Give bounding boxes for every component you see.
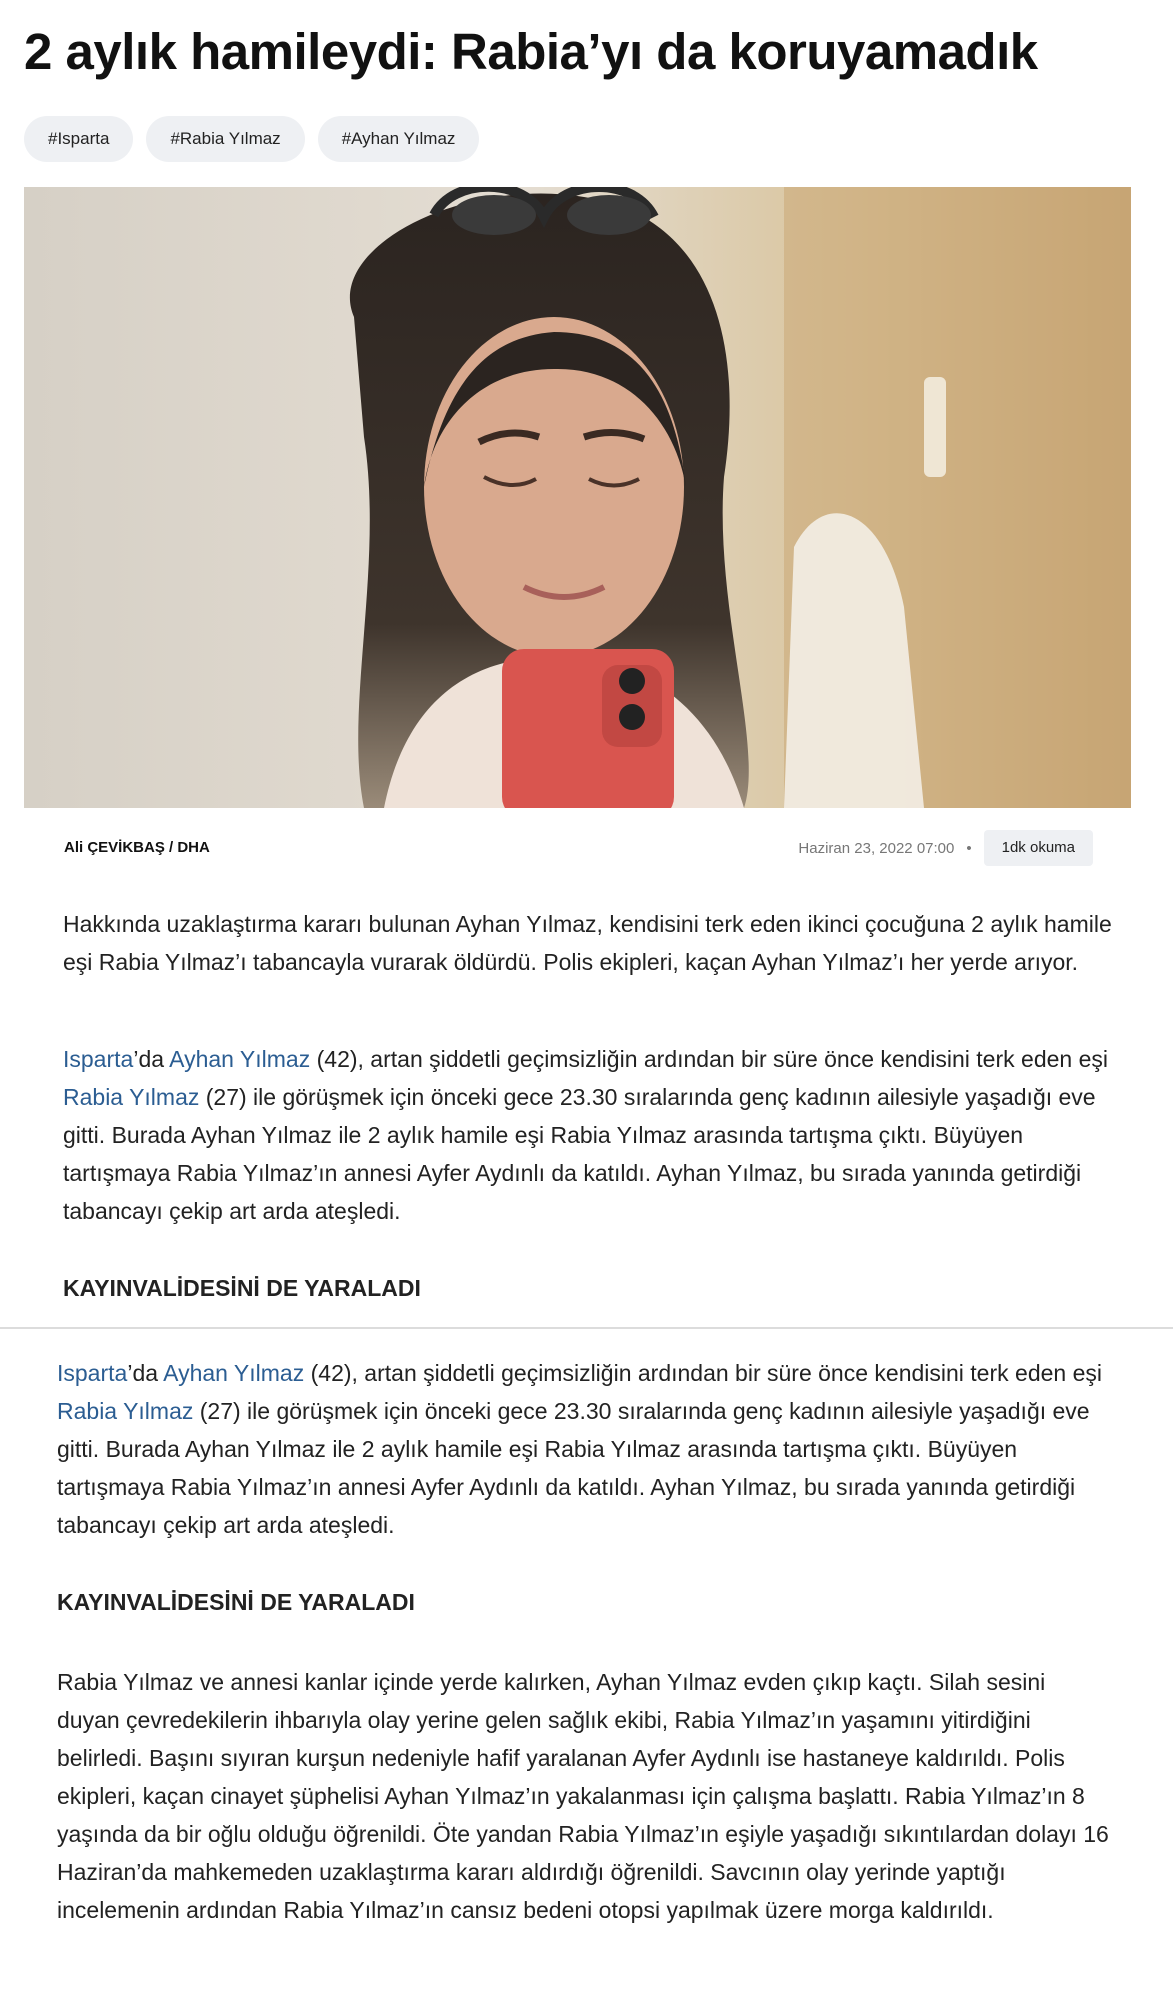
paragraph-text: (42), artan şiddetli geçimsizliğin ardından bir süre önce kendisini terk eden eşi	[304, 1360, 1102, 1386]
tag-isparta[interactable]: #Isparta	[24, 116, 133, 162]
paragraph-text: (27) ile görüşmek için önceki gece 23.30 sıralarında genç kadının ailesiyle yaşadığı eve gitti. Burada Ayhan Yılmaz ile 2 aylık hamile eşi Rabia Yılmaz arasında tartışma çıktı. Büyüyen tartışmaya Rabia Yılmaz’ın annesi Ayfer Aydınlı da katıldı. Ayhan Yılmaz, bu sırada yanında getirdiği tabancayı çekip art arda ateşledi.	[57, 1398, 1090, 1538]
paragraph-text: ’da	[133, 1046, 170, 1072]
article-meta	[64, 828, 1093, 868]
link-rabia-yilmaz[interactable]: Rabia Yılmaz	[63, 1084, 200, 1110]
article-paragraph-3: Rabia Yılmaz ve annesi kanlar içinde yerde kalırken, Ayhan Yılmaz evden çıkıp kaçtı. Silah sesini duyan çevredekilerin ihbarıyla olay yerine gelen sağlık ekibi, Rabia Yılmaz’ın yaşamını yitirdiğini belirledi. Başını sıyıran kurşun nedeniyle hafif yaralanan Ayfer Aydınlı ise hastaneye kaldırıldı. Polis ekipleri, kaçan cinayet şüphelisi Ayhan Yılmaz’ın yakalanması için çalışma başlattı. Rabia Yılmaz’ın 8 yaşında da bir oğlu olduğu öğrenildi. Öte yandan Rabia Yılmaz’ın eşiyle yaşadığı sıkıntılardan dolayı 16 Haziran’da mahkemeden uzaklaştırma kararı aldırdığı öğrenildi. Savcının olay yerinde yaptığı incelemenin ardından Rabia Yılmaz’ın cansız bedeni otopsi yapılmak üzere morga kaldırıldı.	[57, 1669, 1109, 1923]
author-name[interactable]: Ali ÇEVİKBAŞ / DHA	[64, 839, 210, 856]
publish-date: Haziran 23, 2022 07:00	[798, 839, 955, 857]
section-heading-2: KAYINVALİDESİNİ DE YARALADI	[57, 1589, 415, 1615]
read-time-badge: 1dk okuma	[984, 830, 1093, 866]
hero-image	[24, 187, 1131, 808]
link-rabia-yilmaz[interactable]: Rabia Yılmaz	[57, 1398, 194, 1424]
tag-list	[24, 116, 479, 162]
article-paragraph-2	[57, 1354, 1113, 1544]
link-isparta[interactable]: Isparta	[63, 1046, 134, 1072]
paragraph-text: (27) ile görüşmek için önceki gece 23.30 sıralarında genç kadının ailesiyle yaşadığı eve gitti. Burada Ayhan Yılmaz ile 2 aylık hamile eşi Rabia Yılmaz arasında tartışma çıktı. Büyüyen tartışmaya Rabia Yılmaz’ın annesi Ayfer Aydınlı da katıldı. Ayhan Yılmaz, bu sırada yanında getirdiği tabancayı çekip art arda ateşledi.	[63, 1084, 1096, 1224]
meta-separator: •	[966, 839, 972, 857]
link-ayhan-yilmaz[interactable]: Ayhan Yılmaz	[163, 1360, 305, 1386]
article-title: 2 aylık hamileydi: Rabia’yı da koruyamadık	[24, 23, 1038, 80]
section-heading-1: KAYINVALİDESİNİ DE YARALADI	[63, 1275, 421, 1301]
tag-ayhan-yilmaz[interactable]: #Ayhan Yılmaz	[318, 116, 480, 162]
article-paragraph-1	[63, 1040, 1113, 1230]
link-ayhan-yilmaz[interactable]: Ayhan Yılmaz	[169, 1046, 311, 1072]
paragraph-text: ’da	[127, 1360, 164, 1386]
portrait-photo-icon	[24, 187, 1131, 808]
paragraph-text: (42), artan şiddetli geçimsizliğin ardından bir süre önce kendisini terk eden eşi	[310, 1046, 1108, 1072]
tag-rabia-yilmaz[interactable]: #Rabia Yılmaz	[146, 116, 304, 162]
divider	[0, 1327, 1173, 1329]
link-isparta[interactable]: Isparta	[57, 1360, 128, 1386]
article-lead: Hakkında uzaklaştırma kararı bulunan Ayhan Yılmaz, kendisini terk eden ikinci çocuğuna 2 aylık hamile eşi Rabia Yılmaz’ı tabancayla vurarak öldürdü. Polis ekipleri, kaçan Ayhan Yılmaz’ı her yerde arıyor.	[63, 911, 1112, 975]
meta-right	[798, 828, 1093, 868]
